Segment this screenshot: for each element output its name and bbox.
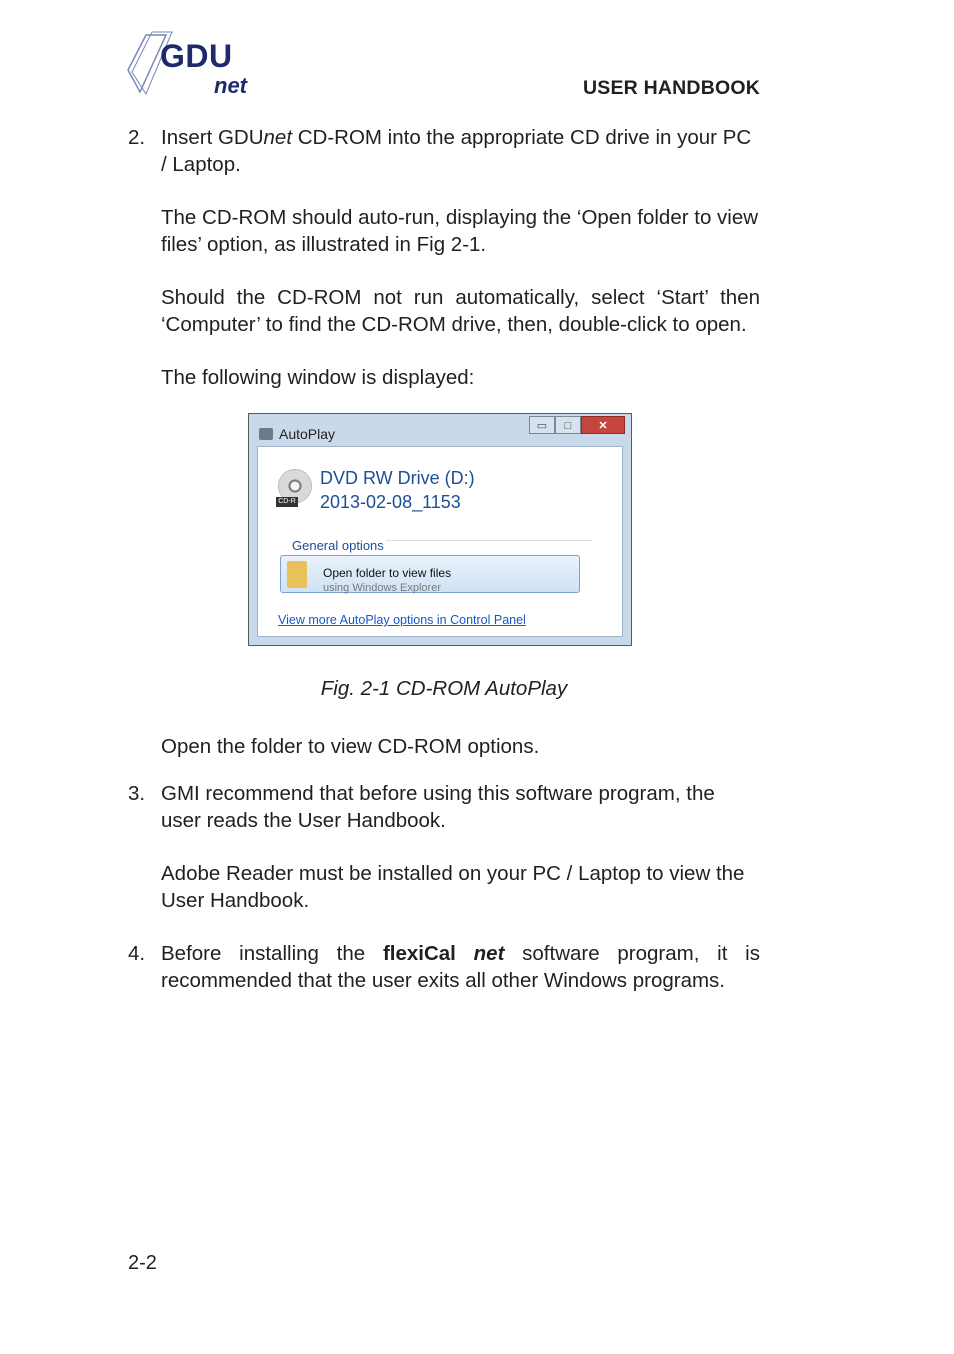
close-button[interactable]: ✕ — [581, 416, 625, 434]
document-body — [128, 124, 760, 994]
page-number: 2-2 — [128, 1252, 157, 1274]
minimize-button[interactable]: ▭ — [529, 416, 555, 434]
window-title-text: AutoPlay — [279, 426, 336, 442]
step-4 — [128, 940, 760, 994]
section-divider — [386, 540, 592, 541]
option-title: Open folder to view files — [323, 566, 452, 580]
text-run: Insert GDU — [161, 126, 264, 149]
drive-name: DVD RW Drive (D:) — [320, 468, 475, 488]
folder-icon — [287, 561, 307, 588]
step-2-para-4: The following window is displayed: — [161, 366, 475, 389]
window-body — [257, 446, 623, 637]
step-3-para-2: Adobe Reader must be installed on your PC / Laptop to view the User Handbook. — [161, 862, 745, 912]
autoplay-icon — [259, 428, 273, 440]
figure-autoplay — [161, 413, 760, 649]
control-panel-link[interactable]: View more AutoPlay options in Control Panel — [278, 613, 526, 627]
text-run: CD-ROM into the appropriate CD drive in your PC / Laptop. — [161, 126, 752, 176]
step-3-para-1: GMI recommend that before using this software program, the user reads the User Handbook. — [161, 782, 715, 832]
maximize-button[interactable]: □ — [555, 416, 581, 434]
drive-label: 2013-02-08_1153 — [320, 492, 461, 512]
step-number: 4. — [128, 942, 146, 965]
product-name-bold-italic: net — [473, 942, 505, 965]
option-subtitle: using Windows Explorer — [323, 582, 441, 594]
step-2-para-1 — [161, 124, 760, 178]
autoplay-window — [248, 413, 632, 646]
text-run: software program, it is recommended that the user exits all other Windows programs. — [161, 942, 760, 992]
step-number: 3. — [128, 782, 146, 805]
text-run-italic: net — [263, 126, 293, 149]
step-2-followup — [128, 733, 760, 760]
logo-main-text: GDU — [160, 38, 233, 74]
window-controls — [529, 416, 625, 436]
text-run: Before installing the — [161, 942, 383, 965]
open-folder-option-button[interactable] — [280, 555, 580, 593]
step-3 — [128, 780, 760, 914]
figure-caption: Fig. 2-1 CD-ROM AutoPlay — [320, 677, 568, 700]
step-2-after-figure: Open the folder to view CD-ROM options. — [161, 735, 540, 758]
general-options-heading: General options — [292, 538, 384, 553]
step-2-para-2: The CD-ROM should auto-run, displaying the ‘Open folder to view files’ option, as illustrated in Fig 2-1. — [161, 206, 759, 256]
product-name-bold: flexiCal — [382, 942, 456, 965]
step-4-para-1 — [161, 940, 760, 994]
window-title — [259, 421, 335, 448]
page-header-title: USER HANDBOOK — [582, 77, 760, 99]
step-number: 2. — [128, 126, 146, 149]
step-2 — [128, 124, 760, 649]
step-2-para-3: Should the CD-ROM not run automatically, select ‘Start’ then ‘Computer’ to find the CD-ROM drive, then, double-click to open. — [161, 286, 760, 336]
logo-sub-text: net — [214, 73, 247, 98]
cd-badge: CD-R — [276, 497, 298, 507]
